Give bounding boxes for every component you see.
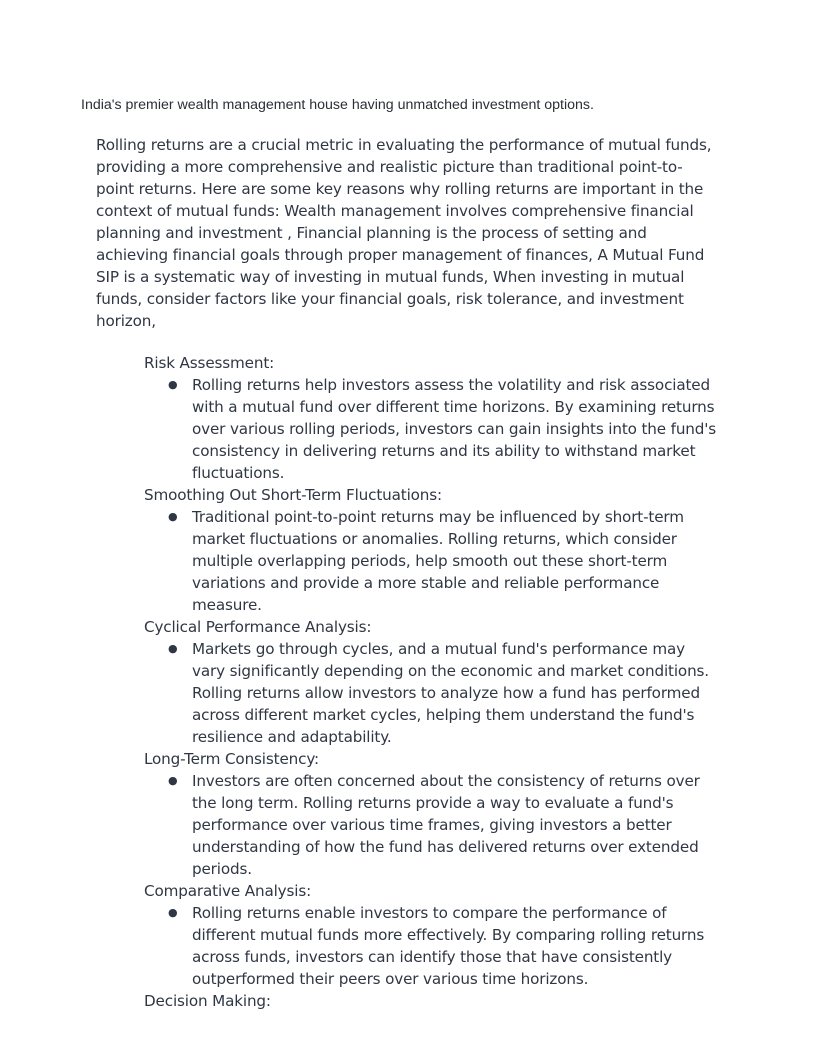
bullet-text: Investors are often concerned about the consistency of returns over the long term. Rolling returns provide a way to evaluate a fund's performance over various time frames, giving investors a better understanding of how the fund has delivered returns over extended periods. bbox=[192, 772, 700, 878]
bullet-text: Markets go through cycles, and a mutual fund's performance may vary significantly depending on the economic and market conditions. Rolling returns allow investors to analyze how a fund has performed across different market cycles, helping them understand the fund's resilience and adaptability. bbox=[192, 640, 709, 746]
bullet-icon: ● bbox=[168, 378, 178, 391]
section-title: Smoothing Out Short-Term Fluctuations: bbox=[144, 486, 442, 504]
section-decision-making bbox=[144, 990, 720, 1012]
document-body bbox=[96, 134, 720, 1012]
section-smoothing-fluctuations bbox=[144, 484, 720, 616]
section-title: Decision Making: bbox=[144, 992, 271, 1010]
bullet-list bbox=[144, 506, 720, 616]
bullet-list bbox=[144, 374, 720, 484]
bullet-icon: ● bbox=[168, 510, 178, 523]
list-item bbox=[144, 902, 718, 990]
section-long-term-consistency bbox=[144, 748, 720, 880]
section-comparative-analysis bbox=[144, 880, 720, 990]
section-title: Risk Assessment: bbox=[144, 354, 275, 372]
bullet-icon: ● bbox=[168, 642, 178, 655]
bullet-text: Rolling returns enable investors to compare the performance of different mutual funds more effectively. By comparing rolling returns across funds, investors can identify those that have consistently outperformed their peers over various time horizons. bbox=[192, 904, 705, 988]
bullet-list bbox=[144, 902, 720, 990]
intro-paragraph: Rolling returns are a crucial metric in evaluating the performance of mutual funds, providing a more comprehensive and realistic picture than traditional point-to-point returns. Here are some key reasons why rolling returns are important in the context of mutual funds: Wealth management involves comprehensive financial planning and investment , Financial planning is the process of setting and achieving financial goals through proper management of finances, A Mutual Fund SIP is a systematic way of investing in mutual funds, When investing in mutual funds, consider factors like your financial goals, risk tolerance, and investment horizon, bbox=[96, 136, 712, 330]
list-item bbox=[144, 638, 718, 748]
bullet-text: Traditional point-to-point returns may be influenced by short-term market fluctuations or anomalies. Rolling returns, which consider multiple overlapping periods, help smooth out these short-term variations and provide a more stable and reliable performance measure. bbox=[192, 508, 684, 614]
page-tagline: India's premier wealth management house having unmatched investment options. bbox=[81, 97, 594, 113]
section-title: Comparative Analysis: bbox=[144, 882, 312, 900]
bullet-list bbox=[144, 770, 720, 880]
section-cyclical-performance bbox=[144, 616, 720, 748]
bullet-icon: ● bbox=[168, 906, 178, 919]
section-risk-assessment bbox=[144, 352, 720, 484]
bullet-list bbox=[144, 638, 720, 748]
bullet-text: Rolling returns help investors assess the volatility and risk associated with a mutual fund over different time horizons. By examining returns over various rolling periods, investors can gain insights into the fund's consistency in delivering returns and its ability to withstand market fluctuations. bbox=[192, 376, 717, 482]
list-item bbox=[144, 770, 718, 880]
list-item bbox=[144, 374, 718, 484]
section-title: Long-Term Consistency: bbox=[144, 750, 320, 768]
section-title: Cyclical Performance Analysis: bbox=[144, 618, 372, 636]
bullet-icon: ● bbox=[168, 774, 178, 787]
list-item bbox=[144, 506, 718, 616]
sections-list bbox=[96, 352, 720, 1012]
